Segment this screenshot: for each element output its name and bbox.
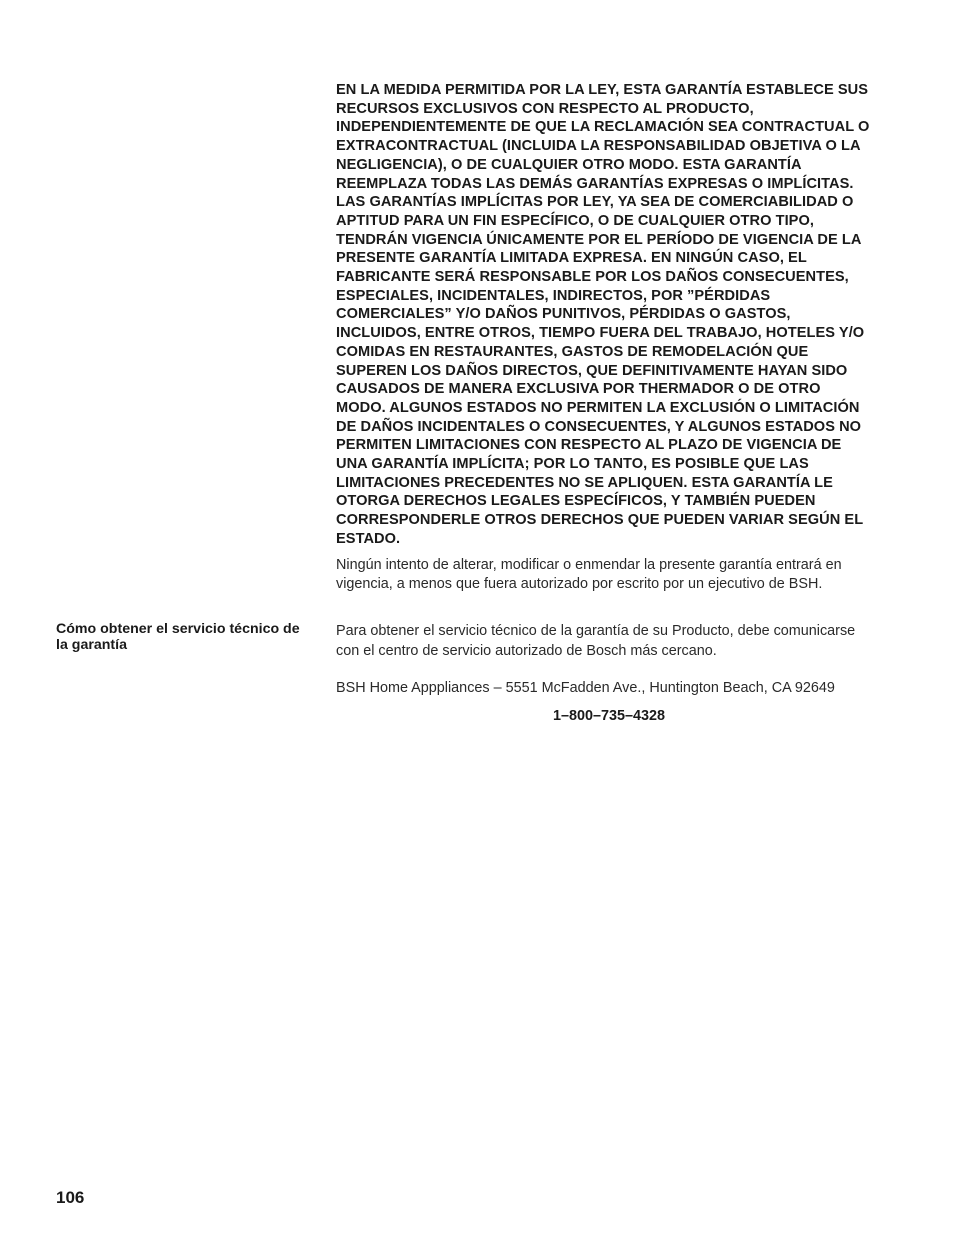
legal-line: REEMPLAZA TODAS LAS DEMÁS GARANTÍAS EXPRESAS O IMPLÍCITAS. (336, 175, 854, 192)
legal-line: COMIDAS EN RESTAURANTES, GASTOS DE REMODELACIÓN QUE (336, 343, 809, 360)
service-address: BSH Home Apppliances – 5551 McFadden Ave., Huntington Beach, CA 92649 (336, 680, 835, 696)
amendment-note (336, 556, 902, 593)
legal-line: DE DAÑOS INCIDENTALES O CONSECUENTES, Y ALGUNOS ESTADOS NO (336, 418, 862, 435)
legal-line: TENDRÁN VIGENCIA ÚNICAMENTE POR EL PERÍODO DE VIGENCIA DE LA (336, 231, 862, 248)
legal-line: PERMITEN LIMITACIONES CON RESPECTO AL PLAZO DE VIGENCIA DE (336, 437, 842, 454)
intro-line: Para obtener el servicio técnico de la garantía de su Producto, debe comunicarse (336, 623, 856, 639)
legal-line: LAS GARANTÍAS IMPLÍCITAS POR LEY, YA SEA DE COMERCIABILIDAD O (336, 194, 854, 211)
legal-line: CORRESPONDERLE OTROS DERECHOS QUE PUEDEN VARIAR SEGÚN EL (336, 512, 864, 529)
legal-line: INDEPENDIENTEMENTE DE QUE LA RECLAMACIÓN SEA CONTRACTUAL O (336, 119, 870, 136)
service-section-heading (56, 622, 326, 653)
legal-line: ESPECIALES, INCIDENTALES, INDIRECTOS, POR ”PÉRDIDAS (336, 287, 771, 304)
legal-line: SUPEREN LOS DAÑOS DIRECTOS, QUE DEFINITIVAMENTE HAYAN SIDO (336, 362, 848, 379)
legal-line: MODO. ALGUNOS ESTADOS NO PERMITEN LA EXCLUSIÓN O LIMITACIÓN (336, 399, 860, 416)
legal-line: COMERCIALES” Y/O DAÑOS PUNITIVOS, PÉRDIDAS O GASTOS, (336, 306, 791, 323)
legal-line: EN LA MEDIDA PERMITIDA POR LA LEY, ESTA GARANTÍA ESTABLECE SUS (336, 82, 869, 98)
service-intro-paragraph (336, 621, 902, 661)
warranty-limitation-paragraph (336, 81, 902, 549)
legal-line: EXTRACONTRACTUAL (INCLUIDA LA RESPONSABILIDAD OBJETIVA O LA (336, 138, 861, 155)
note-line: Ningún intento de alterar, modificar o enmendar la presente garantía entrará en (336, 557, 842, 573)
service-phone-number: 1–800–735–4328 (552, 708, 666, 724)
legal-line: INCLUIDOS, ENTRE OTROS, TIEMPO FUERA DEL TRABAJO, HOTELES Y/O (336, 325, 865, 342)
legal-line: LIMITACIONES PRECEDENTES NO SE APLIQUEN. ESTA GARANTÍA LE (336, 474, 833, 491)
legal-line: PRESENTE GARANTÍA LIMITADA EXPRESA. EN NINGÚN CASO, EL (336, 250, 807, 267)
legal-line: RECURSOS EXCLUSIVOS CON RESPECTO AL PRODUCTO, (336, 100, 754, 117)
note-line: vigencia, a menos que fuera autorizado por escrito por un ejecutivo de BSH. (336, 575, 823, 592)
legal-line: NEGLIGENCIA), O DE CUALQUIER OTRO MODO. ESTA GARANTÍA (336, 156, 802, 173)
heading-line: la garantía (56, 636, 127, 653)
legal-line: APTITUD PARA UN FIN ESPECÍFICO, O DE CUALQUIER OTRO TIPO, (336, 212, 814, 229)
legal-line: FABRICANTE SERÁ RESPONSABLE POR LOS DAÑOS CONSECUENTES, (336, 269, 849, 286)
intro-line: con el centro de servicio autorizado de Bosch más cercano. (336, 643, 717, 659)
legal-line: UNA GARANTÍA IMPLÍCITA; POR LO TANTO, ES POSIBLE QUE LAS (336, 456, 809, 473)
page-number: 106 (56, 1188, 85, 1207)
heading-line: Cómo obtener el servicio técnico de (56, 621, 300, 637)
legal-line: CAUSADOS DE MANERA EXCLUSIVA POR THERMADOR O DE OTRO (336, 381, 821, 398)
legal-line: OTORGA DERECHOS LEGALES ESPECÍFICOS, Y TAMBIÉN PUEDEN (336, 493, 816, 510)
legal-line: ESTADO. (336, 530, 401, 547)
